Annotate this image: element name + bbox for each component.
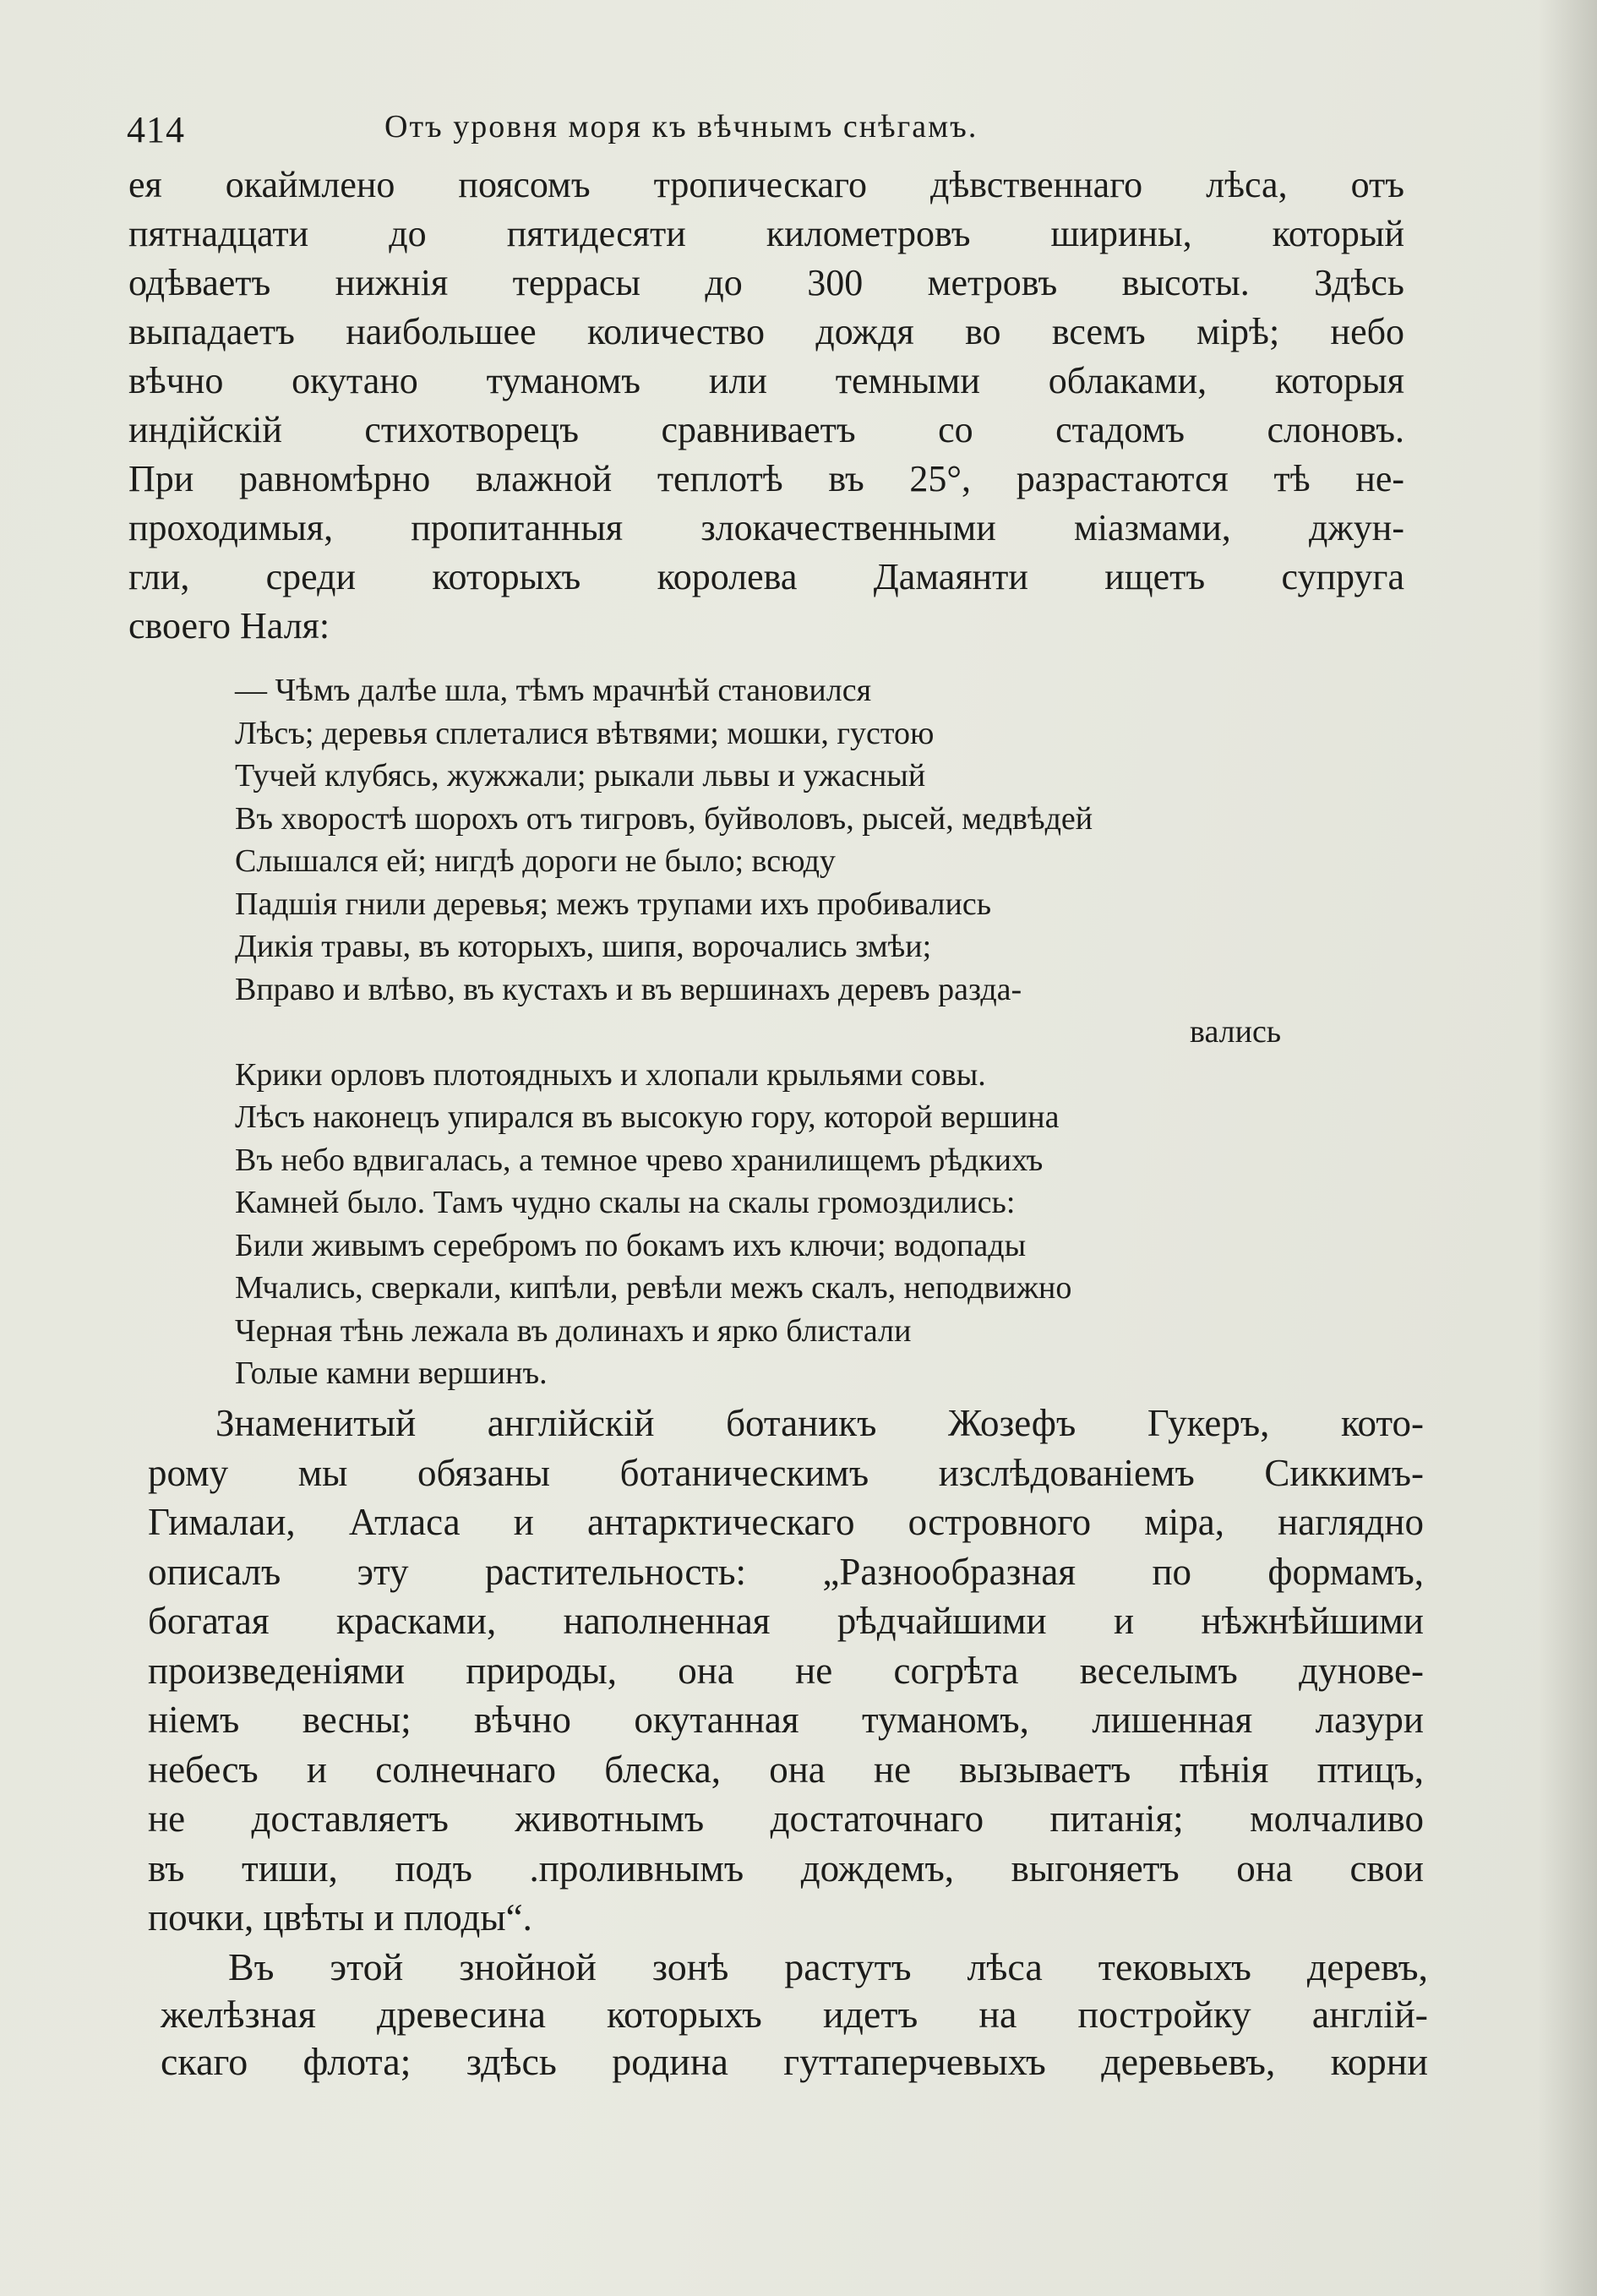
text-line: желѣзная древесина которыхъ идетъ на постройку англій- [161, 1993, 1428, 2036]
text-line: Гималаи, Атласа и антарктическаго островного міра, наглядно [148, 1501, 1424, 1543]
verse-line: Вправо и влѣво, въ кустахъ и въ вершинахъ деревъ разда- [235, 971, 1022, 1007]
text-line: проходимыя, пропитанныя злокачественными міазмами, джун- [128, 507, 1404, 548]
text-line: своего Наля: [128, 605, 330, 646]
text-line: При равномѣрно влажной теплотѣ въ 25°, разрастаются тѣ не- [128, 458, 1404, 499]
verse-line: Черная тѣнь лежала въ долинахъ и ярко блистали [235, 1312, 912, 1349]
verse-line: Мчались, сверкали, кипѣли, ревѣли межъ скалъ, неподвижно [235, 1270, 1072, 1306]
paragraph-3 [161, 1944, 1428, 2086]
text-line: описалъ эту растительность: „Разнообразная по формамъ, [148, 1550, 1424, 1593]
text-line: Знаменитый англійскій ботаникъ Жозефъ Гукеръ, кото- [215, 1402, 1424, 1444]
running-title: Отъ уровня моря къ вѣчнымъ снѣгамъ. [384, 109, 978, 145]
verse-line: Слышался ей; нигдѣ дороги не было; всюду [235, 843, 836, 879]
verse-line: Лѣсъ; деревья сплеталися вѣтвями; мошки, густою [235, 715, 935, 751]
text-line: богатая красками, наполненная рѣдчайшими и нѣжнѣйшими [148, 1600, 1424, 1642]
verse-line-continuation: вались [1190, 1014, 1282, 1050]
text-line: почки, цвѣты и плоды“. [148, 1896, 532, 1939]
text-line: выпадаетъ наибольшее количество дождя во всемъ мірѣ; небо [128, 311, 1404, 352]
verse-quotation [235, 669, 1414, 1395]
text-line: небесъ и солнечнаго блеска, она не вызываетъ пѣнія птицъ, [148, 1748, 1424, 1791]
verse-line: Въ хворостѣ шорохъ отъ тигровъ, буйволовъ, рысей, медвѣдей [235, 800, 1093, 837]
text-line: ніемъ весны; вѣчно окутанная туманомъ, лишенная лазури [148, 1699, 1424, 1741]
text-line: индійскій стихотворецъ сравниваетъ со стадомъ слоновъ. [128, 409, 1404, 450]
text-line: рому мы обязаны ботаническимъ изслѣдованіемъ Сиккимъ- [148, 1451, 1424, 1494]
verse-line: Били живымъ серебромъ по бокамъ ихъ ключи; водопады [235, 1227, 1027, 1263]
text-line: одѣваетъ нижнія террасы до 300 метровъ высоты. Здѣсь [128, 262, 1404, 303]
verse-line: — Чѣмъ далѣе шла, тѣмъ мрачнѣй становился [235, 673, 872, 708]
text-line: пятнадцати до пятидесяти километровъ ширины, который [128, 213, 1404, 254]
verse-line: Падшія гнили деревья; межъ трупами ихъ пробивались [235, 886, 992, 922]
page-number: 414 [127, 109, 185, 150]
text-line: не доставляетъ животнымъ достаточнаго питанія; молчаливо [148, 1797, 1424, 1840]
text-line: ея окаймлено поясомъ тропическаго дѣвственнаго лѣса, отъ [128, 164, 1404, 205]
text-line: гли, среди которыхъ королева Дамаянти ищетъ супруга [128, 556, 1404, 597]
verse-line: Крики орловъ плотоядныхъ и хлопали крыльями совы. [235, 1056, 986, 1093]
running-head [127, 108, 1158, 159]
text-line: въ тиши, подъ .проливнымъ дождемъ, выгоняетъ она свои [148, 1846, 1424, 1890]
verse-line: Голые камни вершинъ. [235, 1355, 548, 1391]
text-line: Въ этой знойной зонѣ растутъ лѣса тековыхъ деревъ, [228, 1945, 1428, 1988]
verse-line: Въ небо вдвигалась, а темное чрево хранилищемъ рѣдкихъ [235, 1142, 1044, 1178]
text-line: произведеніями природы, она не согрѣта веселымъ дунове- [148, 1649, 1424, 1692]
paragraph-1 [128, 161, 1404, 651]
verse-line: Камней было. Тамъ чудно скалы на скалы громоздились: [235, 1185, 1016, 1220]
verse-line: Лѣсъ наконецъ упирался въ высокую гору, которой вершина [235, 1099, 1060, 1135]
text-line: вѣчно окутано туманомъ или темными облаками, которыя [128, 360, 1404, 401]
page-edge-shadow [1538, 0, 1597, 2296]
paragraph-2 [148, 1399, 1424, 1943]
text-line: скаго флота; здѣсь родина гуттаперчевыхъ деревьевъ, корни [161, 2040, 1428, 2083]
verse-line: Дикія травы, въ которыхъ, шипя, ворочались змѣи; [235, 929, 932, 964]
verse-line: Тучей клубясь, жужжали; рыкали львы и ужасный [235, 758, 926, 794]
